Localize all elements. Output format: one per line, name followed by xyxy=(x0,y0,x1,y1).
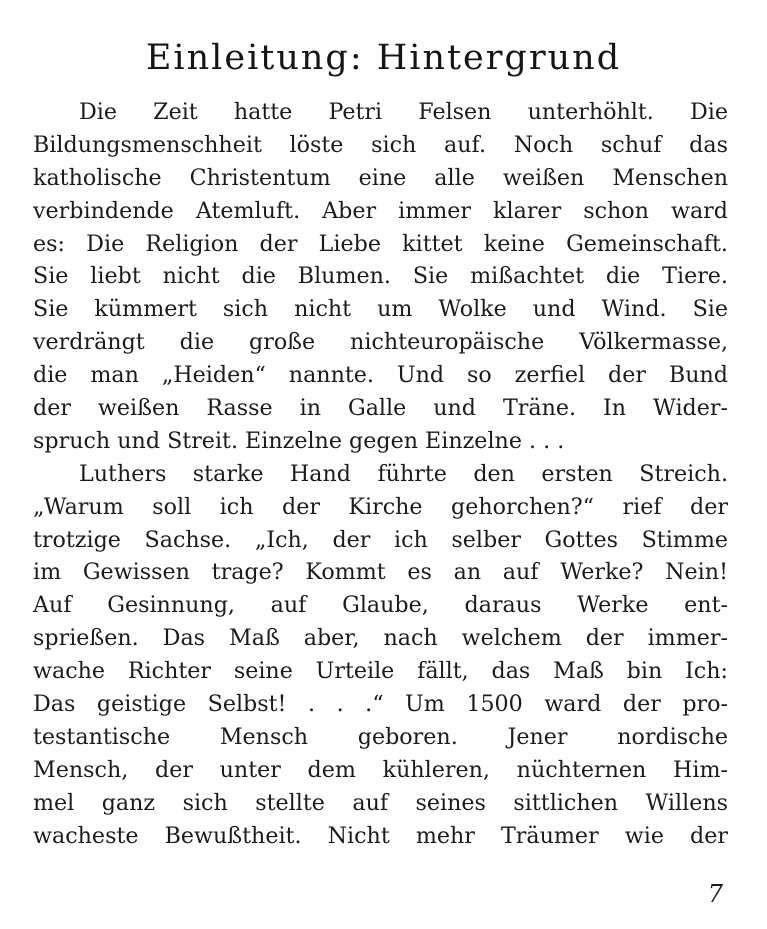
text-line: trotzige Sachse. „Ich, der ich selber Gottes Stimme xyxy=(33,526,728,553)
text-line: Bildungsmenschheit löste sich auf. Noch schuf das xyxy=(33,131,728,158)
page-number: 7 xyxy=(707,880,723,908)
text-line: sprießen. Das Maß aber, nach welchem der immer- xyxy=(33,625,728,652)
text-line: verbindende Atemluft. Aber immer klarer schon ward xyxy=(33,197,728,224)
text-line: die man „Heiden“ nannte. Und so zerfiel der Bund xyxy=(33,362,728,389)
text-line: Sie kümmert sich nicht um Wolke und Wind. Sie xyxy=(33,296,728,323)
text-line: Luthers starke Hand führte den ersten Streich. xyxy=(79,460,728,487)
text-line: Mensch, der unter dem kühleren, nüchternen Him- xyxy=(33,756,728,783)
text-line: es: Die Religion der Liebe kittet keine Gemeinschaft. xyxy=(33,230,728,257)
text-line: Auf Gesinnung, auf Glaube, daraus Werke ent- xyxy=(33,592,728,619)
text-line: Sie liebt nicht die Blumen. Sie mißachtet die Tiere. xyxy=(33,263,728,290)
text-line: testantische Mensch geboren. Jener nordische xyxy=(33,723,728,750)
text-line: der weißen Rasse in Galle und Träne. In Wider- xyxy=(33,395,728,422)
text-line: mel ganz sich stellte auf seines sittlichen Willens xyxy=(33,789,728,816)
text-line: wacheste Bewußtheit. Nicht mehr Träumer wie der xyxy=(33,822,728,849)
text-line: Das geistige Selbst! . . .“ Um 1500 ward der pro- xyxy=(33,691,728,718)
text-line: „Warum soll ich der Kirche gehorchen?“ rief der xyxy=(33,493,728,520)
chapter-heading: Einleitung: Hintergrund xyxy=(145,38,622,78)
text-line: katholische Christentum eine alle weißen Menschen xyxy=(33,164,728,191)
text-line: wache Richter seine Urteile fällt, das Maß bin Ich: xyxy=(33,658,728,685)
text-line: Die Zeit hatte Petri Felsen unterhöhlt. Die xyxy=(79,99,728,125)
body-text xyxy=(33,96,728,852)
text-line: verdrängt die große nichteuropäische Völkermasse, xyxy=(33,329,728,356)
text-line: spruch und Streit. Einzelne gegen Einzelne . . . xyxy=(33,427,565,454)
text-line: im Gewissen trage? Kommt es an auf Werke? Nein! xyxy=(33,559,728,586)
